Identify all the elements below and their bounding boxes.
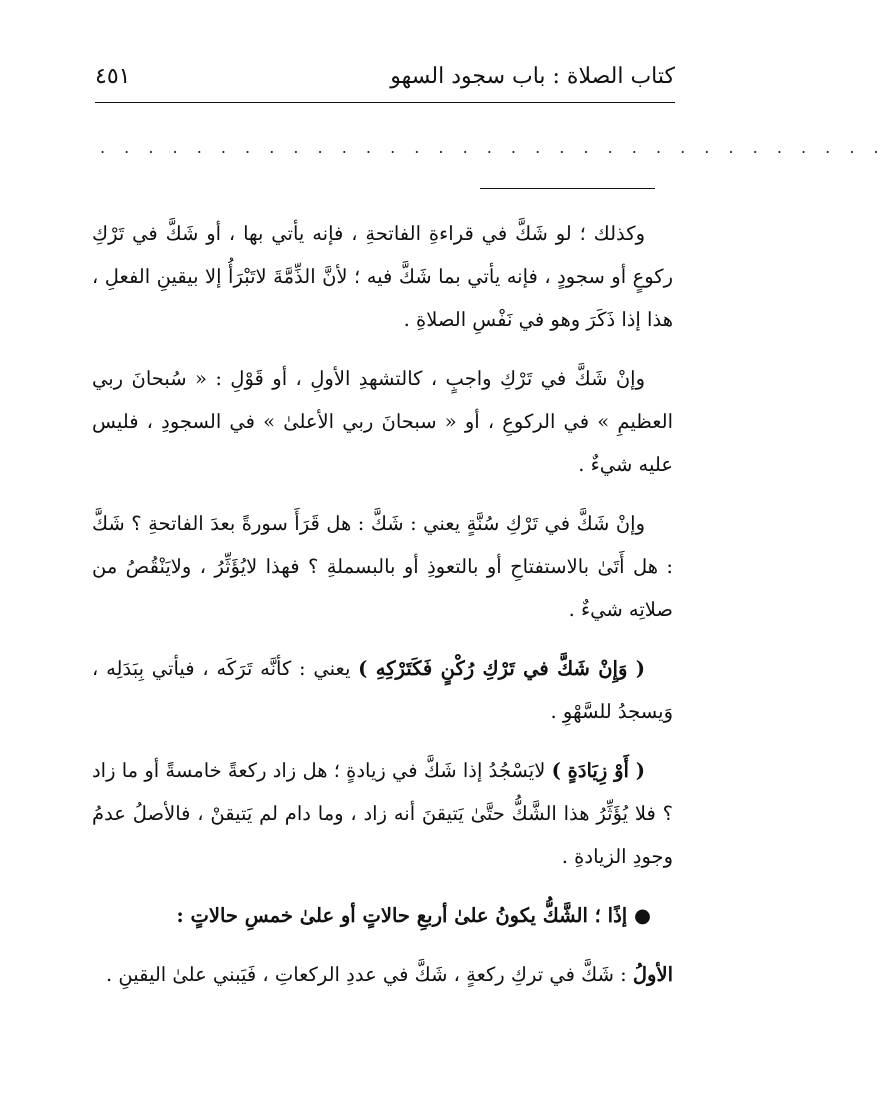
paragraph-1: وكذلك ؛ لو شَكَّ في قراءةِ الفاتحةِ ، فإنه يأتي بها ، أو شَكَّ في تَرْكِ ركوعٍ أو سجودٍ ، فإنه يأتي بما شَكَّ فيه ؛ لأنَّ الذِّمَّةَ لاتَبْرَأُ إلا بيقينِ الفعلِ ، هذا إذا ذَكَرَ وهو في نَفْسِ الصلاةِ . [92,222,673,331]
running-title: كتاب الصلاة : باب سجود السهو [390,64,675,89]
paragraph-3: وإنْ شَكَّ في تَرْكِ سُنَّةٍ يعني : شَكَّ : هل قَرَأَ سورةً بعدَ الفاتحةِ ؟ شَكَّ : هل أَتَىٰ بالاستفتاحِ أو بالتعوذِ أو بالبسملةِ ؟ فهذا لايُؤَثِّرُ ، ولايَنْقُصُ من صلاتِه شيءٌ . [92,512,673,621]
commentary-2: لايَسْجُدُ إذا شَكَّ في زيادةٍ ؛ هل زاد ركعةً خامسةً أو ما زاد ؟ فلا يُؤَثِّرُ هذا الشَّكُّ حتَّىٰ يَتيقنَ أنه زاد ، وما دام لم يَتيقنْ ، فالأصلُ عدمُ وجودِ الزيادةِ . [92,759,673,868]
matn-quote-1: ( وَإِنْ شَكَّ في تَرْكِ رُكْنٍ فَكَتَرْكِهِ ) [358,657,645,680]
section-divider [480,188,655,189]
paragraph-5 [92,749,673,878]
ellipsis-line: . . . . . . . . . . . . . . . . . . . . . . . . . . . . . . . . . [100,138,886,157]
paragraph-6 [92,894,673,937]
matn-quote-2: ( أَوْ زِيَادَةٍ ) [551,759,645,782]
commentary-1: يعني : كأنَّه تَرَكَه ، فيأتي بِبَدَلِه ، وَيسجدُ للسَّهْوِ . [92,657,673,723]
body-text [92,212,673,1012]
case-label: الأولُ [632,963,673,986]
bullet-heading: ● إذًا ؛ الشَّكُّ يكونُ علىٰ أربعِ حالاتٍ أو علىٰ خمسِ حالاتٍ : [176,904,651,927]
page-header [95,62,675,103]
paragraph-4 [92,647,673,733]
case-text: : شَكَّ في تركِ ركعةٍ ، شَكَّ في عددِ الركعاتِ ، فَيَبني علىٰ اليقينِ . [105,963,633,986]
paragraph-2: وإنْ شَكَّ في تَرْكِ واجبٍ ، كالتشهدِ الأولِ ، أو قَوْلِ : « سُبحانَ ربي العظيمِ » في الركوعِ ، أو « سبحانَ ربي الأعلىٰ » في السجودِ ، فليس عليه شيءٌ . [92,367,673,476]
page-number: ٤٥١ [95,64,131,89]
paragraph-7 [92,953,673,996]
